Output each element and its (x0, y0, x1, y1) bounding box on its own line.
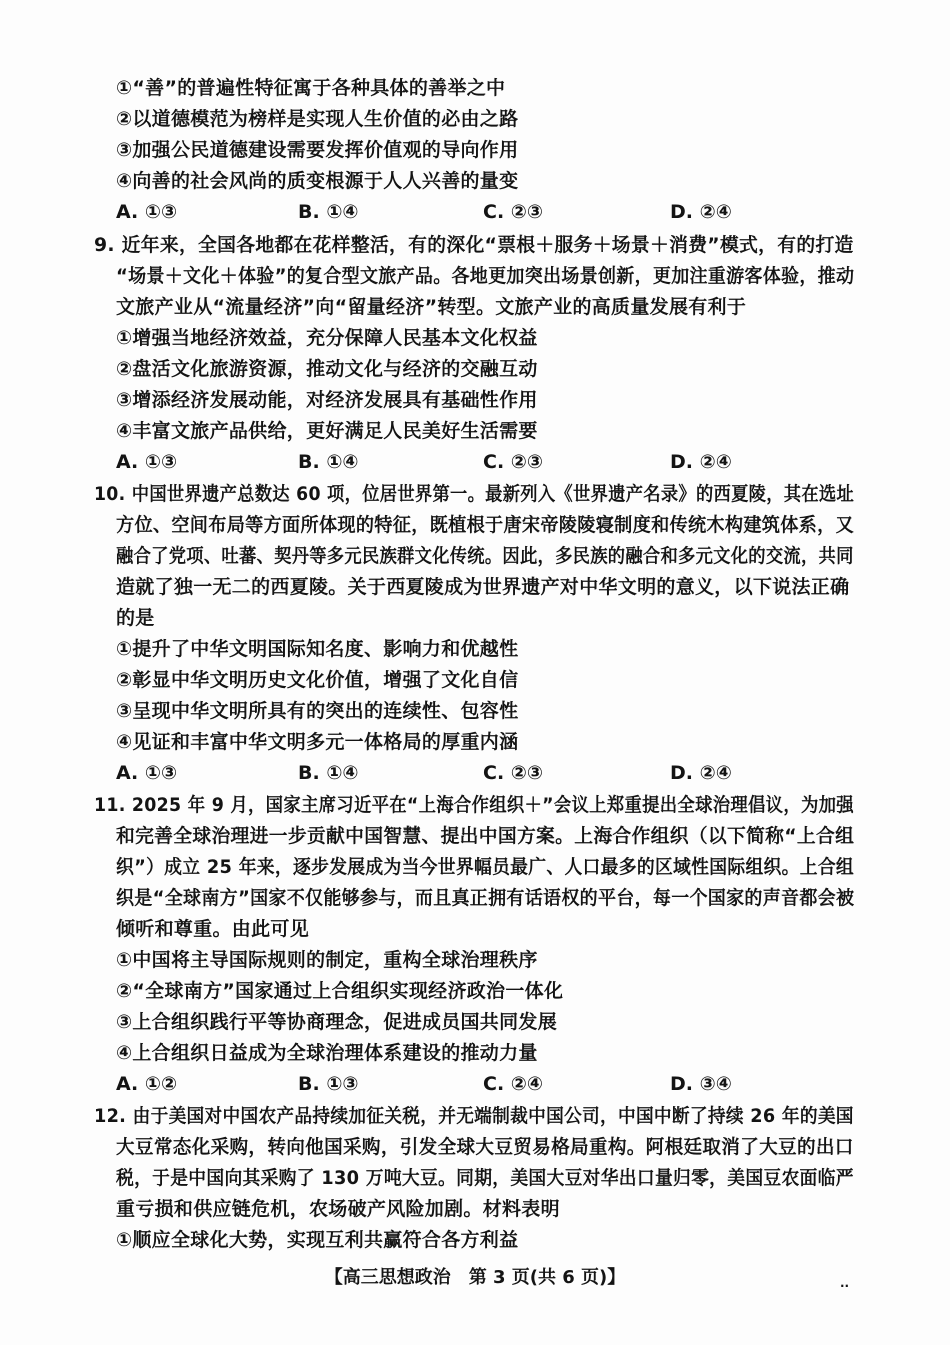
statement: ④向善的社会风尚的质变根源于人人兴善的量变 (116, 170, 519, 192)
question-stem-line: 和完善全球治理进一步贡献中国智慧、提出中国方案。上海合作组织（以下简称“上合组 (116, 825, 855, 847)
statement: ①中国将主导国际规则的制定，重构全球治理秩序 (116, 949, 538, 971)
question-stem-line: 倾听和尊重。由此可见 (116, 918, 310, 940)
question-stem-line: 织是“全球南方”国家不仅能够参与，而且真正拥有话语权的平台，每一个国家的声音都会被 (116, 887, 855, 909)
option-c: C. ②④ (483, 1073, 543, 1095)
option-b: B. ①④ (298, 451, 359, 473)
page-footer: 【高三思想政治 第 3 页(共 6 页)】 (324, 1267, 626, 1288)
option-d: D. ③④ (670, 1073, 732, 1095)
statement: ①“善”的普遍性特征寓于各种具体的善举之中 (116, 77, 506, 99)
question-stem-line: 12. 由于美国对中国农产品持续加征关税，并无端制裁中国公司，中国中断了持续 26 年的美国 (94, 1105, 854, 1127)
statement: ②以道德模范为榜样是实现人生价值的必由之路 (116, 108, 519, 130)
statement: ④见证和丰富中华文明多元一体格局的厚重内涵 (116, 731, 519, 753)
question-stem-line: 方位、空间布局等方面所体现的特征，既植根于唐宋帝陵陵寝制度和传统木构建筑体系，又 (116, 514, 855, 536)
option-d: D. ②④ (670, 201, 732, 223)
statement: ①提升了中华文明国际知名度、影响力和优越性 (116, 638, 519, 660)
option-a: A. ①③ (116, 451, 178, 473)
question-stem-line: 的是 (116, 607, 155, 629)
option-a: A. ①③ (116, 762, 178, 784)
statement: ②“全球南方”国家通过上合组织实现经济政治一体化 (116, 980, 564, 1002)
corner-mark: .. (840, 1276, 850, 1290)
option-d: D. ②④ (670, 451, 732, 473)
statement: ④丰富文旅产品供给，更好满足人民美好生活需要 (116, 420, 538, 442)
option-c: C. ②③ (483, 451, 543, 473)
question-stem-line: 11. 2025 年 9 月，国家主席习近平在“上海合作组织＋”会议上郑重提出全球治理倡议，为加强 (94, 794, 854, 816)
statement: ④上合组织日益成为全球治理体系建设的推动力量 (116, 1042, 538, 1064)
option-d: D. ②④ (670, 762, 732, 784)
question-stem-line: 融合了党项、吐蕃、契丹等多元民族群文化传统。因此，多民族的融合和多元文化的交流，共同 (116, 545, 854, 567)
question-stem-line: 文旅产业从“流量经济”向“留量经济”转型。文旅产业的高质量发展有利于 (116, 296, 747, 318)
option-a: A. ①③ (116, 201, 178, 223)
statement: ①顺应全球化大势，实现互利共赢符合各方利益 (116, 1229, 519, 1251)
question-stem-line: 造就了独一无二的西夏陵。关于西夏陵成为世界遗产对中华文明的意义，以下说法正确 (116, 576, 850, 598)
statement: ③加强公民道德建设需要发挥价值观的导向作用 (116, 139, 519, 161)
option-c: C. ②③ (483, 201, 543, 223)
statement: ①增强当地经济效益，充分保障人民基本文化权益 (116, 327, 538, 349)
option-b: B. ①④ (298, 762, 359, 784)
question-stem-line: 税，于是中国向其采购了 130 万吨大豆。同期，美国大豆对华出口量归零，美国豆农面临严 (116, 1167, 854, 1189)
option-b: B. ①④ (298, 201, 359, 223)
statement: ②盘活文化旅游资源，推动文化与经济的交融互动 (116, 358, 538, 380)
question-stem-line: 织”）成立 25 年来，逐步发展成为当今世界幅员最广、人口最多的区域性国际组织。上合组 (116, 856, 855, 878)
question-stem-line: 10. 中国世界遗产总数达 60 项，位居世界第一。最新列入《世界遗产名录》的西夏陵，其在选址 (94, 483, 855, 505)
question-stem-line: 重亏损和供应链危机，农场破产风险加剧。材料表明 (116, 1198, 560, 1220)
question-stem-line: 9. 近年来，全国各地都在花样整活，有的深化“票根＋服务＋场景＋消费”模式，有的打造 (94, 234, 854, 256)
statement: ③增添经济发展动能，对经济发展具有基础性作用 (116, 389, 538, 411)
question-stem-line: “场景＋文化＋体验”的复合型文旅产品。各地更加突出场景创新，更加注重游客体验，推动 (116, 265, 855, 287)
option-b: B. ①③ (298, 1073, 359, 1095)
statement: ②彰显中华文明历史文化价值，增强了文化自信 (116, 669, 519, 691)
option-a: A. ①② (116, 1073, 178, 1095)
statement: ③上合组织践行平等协商理念，促进成员国共同发展 (116, 1011, 557, 1033)
option-c: C. ②③ (483, 762, 543, 784)
question-stem-line: 大豆常态化采购，转向他国采购，引发全球大豆贸易格局重构。阿根廷取消了大豆的出口 (116, 1136, 854, 1158)
statement: ③呈现中华文明所具有的突出的连续性、包容性 (116, 700, 519, 722)
